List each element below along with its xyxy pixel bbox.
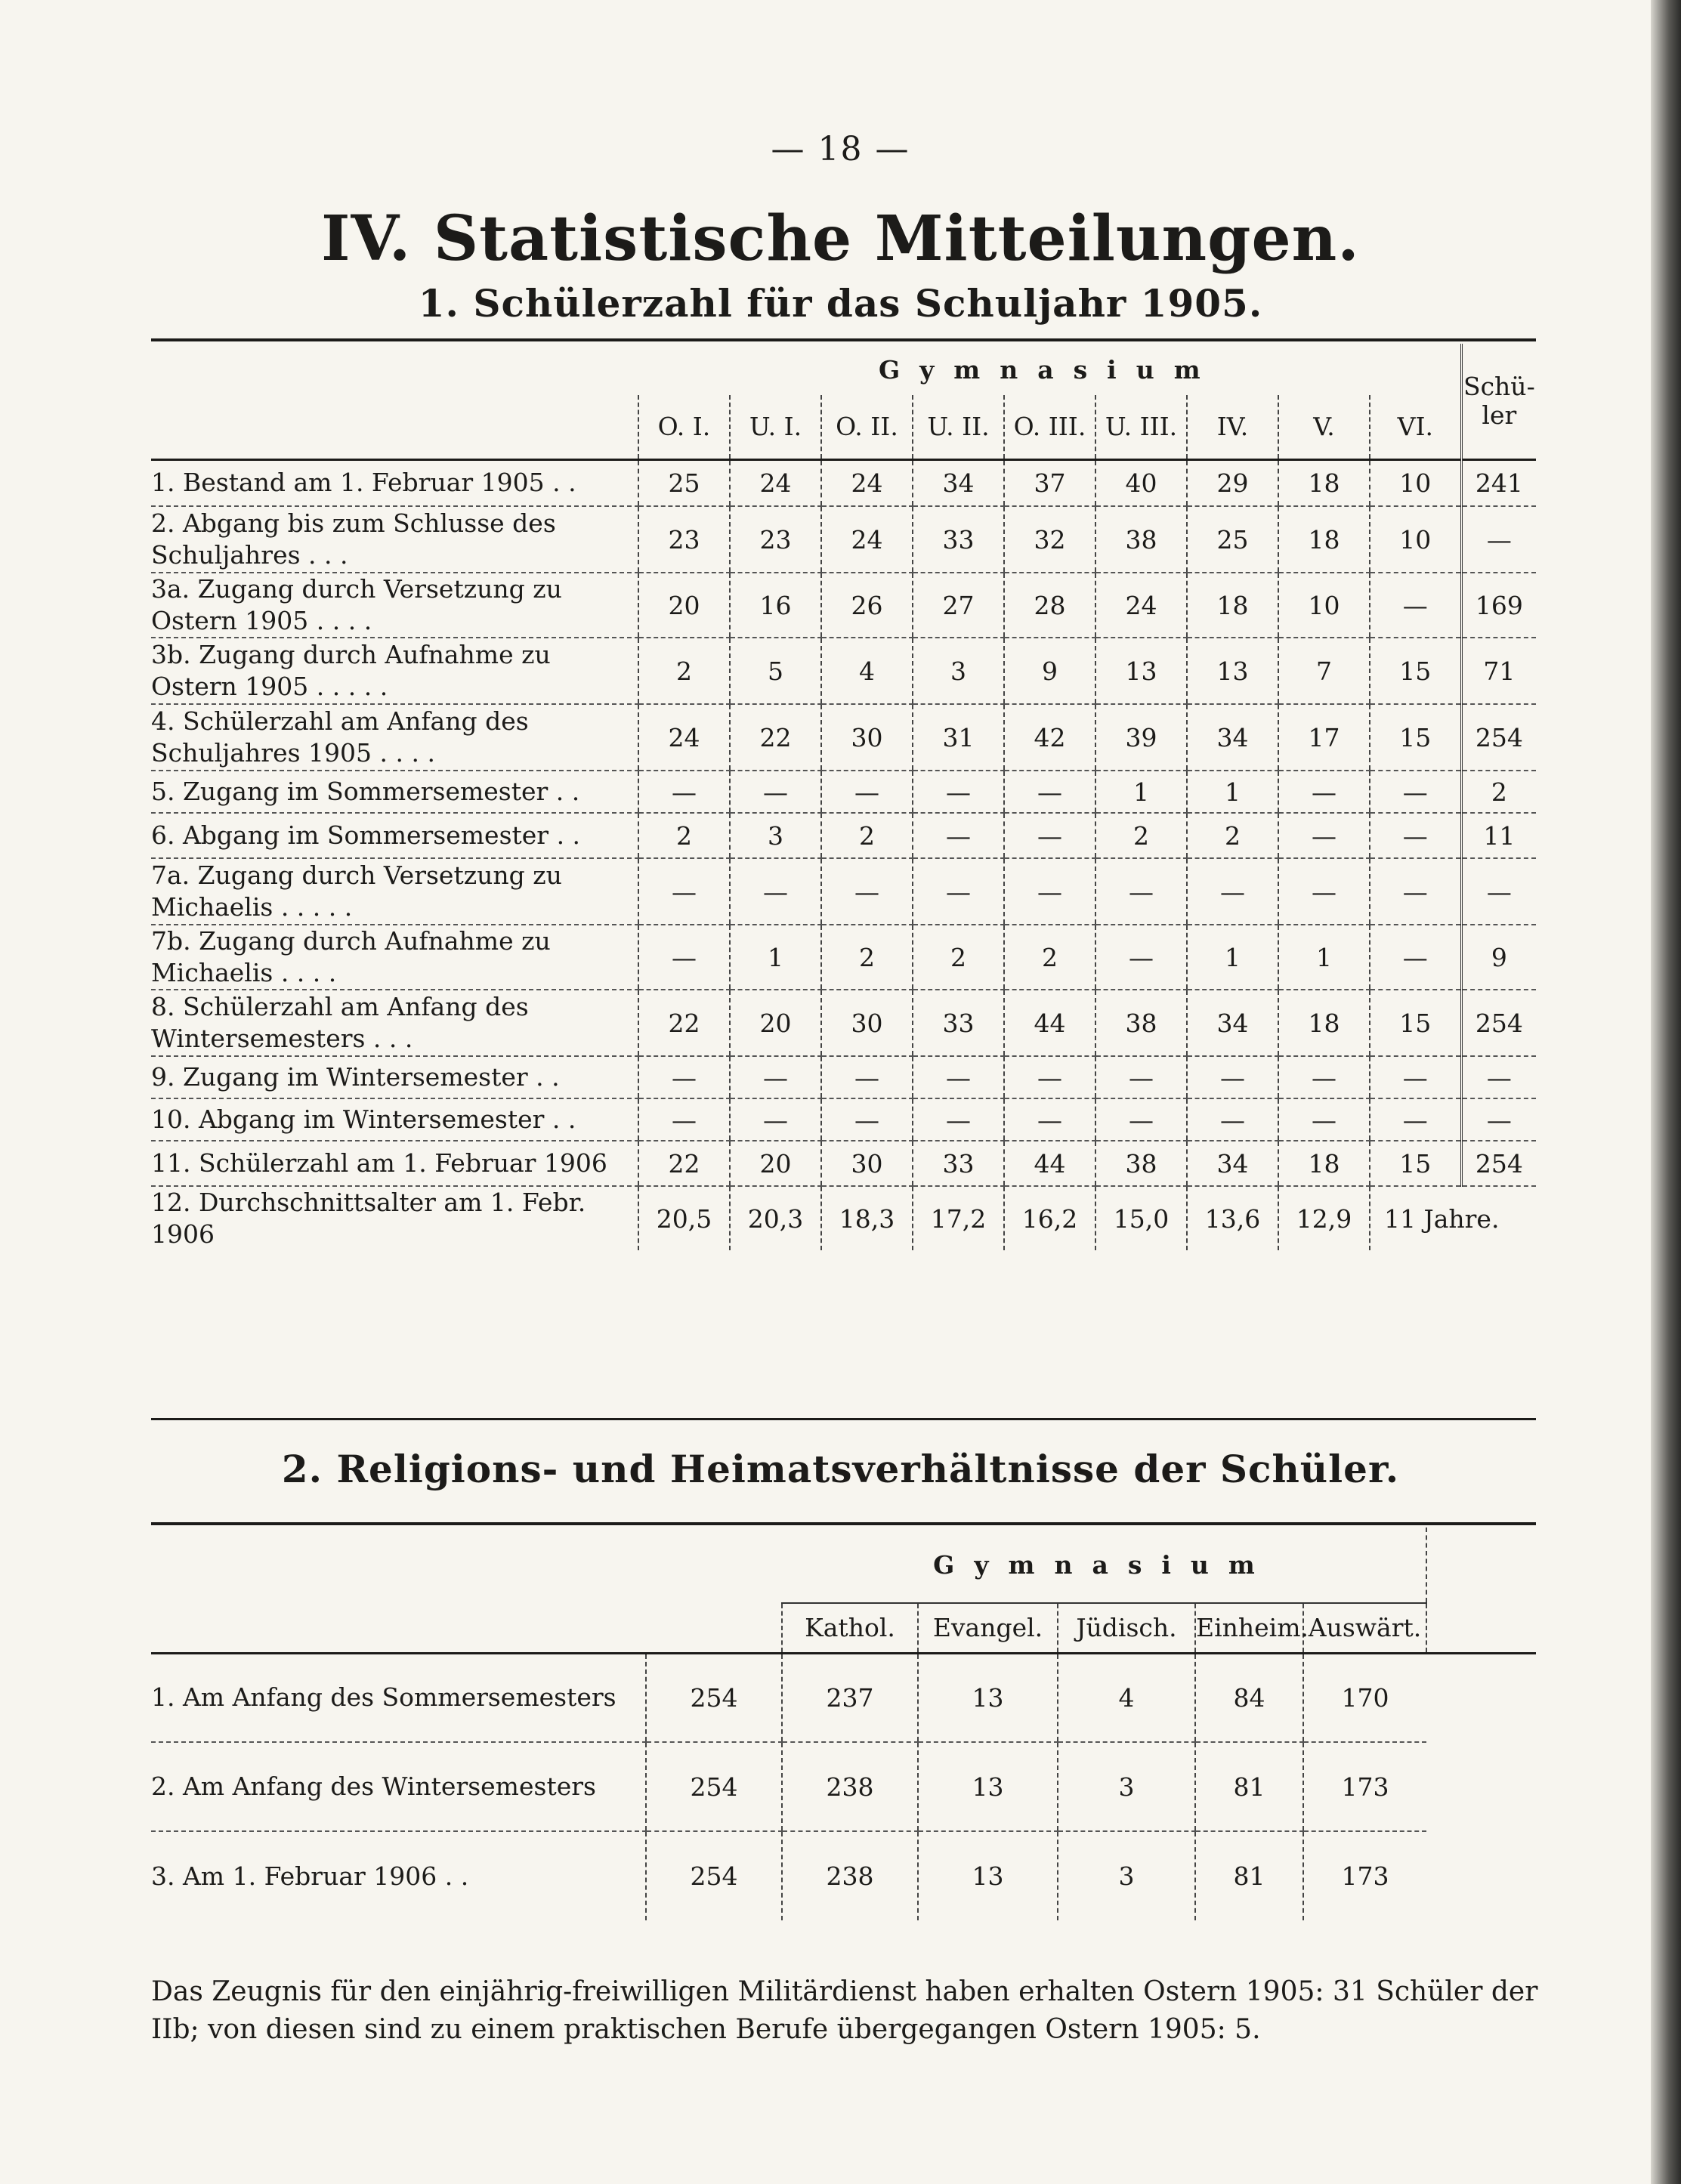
table-row xyxy=(151,459,1536,506)
column-header: Jüdisch. xyxy=(1058,1603,1195,1653)
column-header: O. I. xyxy=(638,395,730,459)
table-corner xyxy=(151,344,638,395)
cell-value: 18 xyxy=(1278,506,1370,573)
table-row xyxy=(151,771,1536,813)
cell-value: 7 xyxy=(1278,638,1370,704)
cell-value: 30 xyxy=(821,1141,913,1186)
cell-value: 1 xyxy=(1187,925,1278,990)
cell-value: 16 xyxy=(730,573,821,638)
cell-value: 34 xyxy=(1187,1141,1278,1186)
cell-value: — xyxy=(821,858,913,925)
cell-value: 3 xyxy=(1058,1831,1195,1920)
cell-value: 30 xyxy=(821,990,913,1056)
cell-value: — xyxy=(913,1056,1004,1098)
cell-value: — xyxy=(1095,925,1187,990)
cell-value: — xyxy=(1461,1056,1536,1098)
cell-value: 238 xyxy=(782,1742,918,1831)
page-number: — 18 — xyxy=(771,130,910,168)
cell-value: 18,3 xyxy=(821,1186,913,1250)
row-label: 1. Am Anfang des Sommersemesters xyxy=(151,1653,646,1742)
cell-value: 22 xyxy=(638,1141,730,1186)
cell-value: 13 xyxy=(918,1742,1058,1831)
cell-value: 38 xyxy=(1095,506,1187,573)
cell-value: 169 xyxy=(1461,573,1536,638)
cell-value: — xyxy=(1278,771,1370,813)
cell-value: 34 xyxy=(1187,704,1278,771)
cell-value: 25 xyxy=(638,459,730,506)
section1-top-rule xyxy=(151,338,1536,341)
cell-value: 1 xyxy=(1187,771,1278,813)
cell-value: 81 xyxy=(1195,1742,1303,1831)
cell-value: — xyxy=(1004,813,1095,858)
cell-value: 22 xyxy=(730,704,821,771)
row-label: 10. Abgang im Wintersemester . . xyxy=(151,1098,638,1141)
cell-value: 1 xyxy=(1278,925,1370,990)
table-corner xyxy=(151,395,638,459)
table-row xyxy=(151,1831,1536,1920)
cell-value: 16,2 xyxy=(1004,1186,1095,1250)
cell-value: 3 xyxy=(1058,1742,1195,1831)
cell-value: 20 xyxy=(730,1141,821,1186)
column-header: U. III. xyxy=(1095,395,1187,459)
cell-value: — xyxy=(730,1098,821,1141)
footnote: Das Zeugnis für den einjährig-freiwilligen Militärdienst haben erhalten Ostern 1905: 31 Schüler der IIb; von diesen sind zu einem praktischen Berufe übergegangen Ostern 1905: 5. xyxy=(151,1976,1538,2045)
cell-value: — xyxy=(1095,1098,1187,1141)
cell-value: 2 xyxy=(1461,771,1536,813)
column-header: IV. xyxy=(1187,395,1278,459)
cell-value: — xyxy=(1370,813,1461,858)
cell-value: 2 xyxy=(913,925,1004,990)
cell-value: — xyxy=(1370,771,1461,813)
row-label: 7b. Zugang durch Aufnahme zu Michaelis . . . . xyxy=(151,925,638,990)
cell-value: 13 xyxy=(918,1831,1058,1920)
cell-value: 2 xyxy=(638,638,730,704)
cell-value: 38 xyxy=(1095,1141,1187,1186)
cell-value: 71 xyxy=(1461,638,1536,704)
cell-value: 32 xyxy=(1004,506,1095,573)
cell-value: — xyxy=(638,1056,730,1098)
cell-value: — xyxy=(1461,1098,1536,1141)
cell-value: 81 xyxy=(1195,1831,1303,1920)
cell-value: — xyxy=(1370,1056,1461,1098)
cell-value: 254 xyxy=(1461,990,1536,1056)
cell-value: 13 xyxy=(1095,638,1187,704)
cell-value: 15 xyxy=(1370,638,1461,704)
section1-bottom-rule xyxy=(151,1418,1536,1420)
cell-value: 18 xyxy=(1278,1141,1370,1186)
cell-value: 34 xyxy=(1187,990,1278,1056)
cell-value: — xyxy=(638,925,730,990)
cell-value: 13,6 xyxy=(1187,1186,1278,1250)
cell-value: 42 xyxy=(1004,704,1095,771)
cell-value: 173 xyxy=(1303,1831,1426,1920)
cell-value: — xyxy=(821,1056,913,1098)
cell-value: 28 xyxy=(1004,573,1095,638)
table-row xyxy=(151,638,1536,704)
cell-value: — xyxy=(1187,1098,1278,1141)
cell-value: 17,2 xyxy=(913,1186,1004,1250)
cell-value: — xyxy=(821,771,913,813)
cell-value: 33 xyxy=(913,506,1004,573)
cell-value: 11 Jahre. xyxy=(1370,1186,1536,1250)
cell-value: — xyxy=(913,813,1004,858)
table-row xyxy=(151,990,1536,1056)
cell-value: 18 xyxy=(1278,459,1370,506)
column-header: Einheim. xyxy=(1195,1603,1303,1653)
row-label: 11. Schülerzahl am 1. Februar 1906 xyxy=(151,1141,638,1186)
row-label: 8. Schülerzahl am Anfang des Wintersemesters . . . xyxy=(151,990,638,1056)
cell-value: 170 xyxy=(1303,1653,1426,1742)
cell-value: 10 xyxy=(1278,573,1370,638)
cell-value: — xyxy=(1278,858,1370,925)
cell-value: — xyxy=(1370,858,1461,925)
cell-value: 20,3 xyxy=(730,1186,821,1250)
cell-value: 20 xyxy=(638,573,730,638)
cell-value: 2 xyxy=(1004,925,1095,990)
cell-value: 17 xyxy=(1278,704,1370,771)
table-row xyxy=(151,1056,1536,1098)
table-row xyxy=(151,1742,1536,1831)
cell-value: — xyxy=(1095,858,1187,925)
cell-value: 2 xyxy=(1187,813,1278,858)
cell-value: 2 xyxy=(1095,813,1187,858)
cell-value: 254 xyxy=(1461,704,1536,771)
cell-value: 38 xyxy=(1095,990,1187,1056)
cell-value: — xyxy=(1278,1056,1370,1098)
cell-value: 39 xyxy=(1095,704,1187,771)
table-corner xyxy=(1426,1603,1536,1653)
cell-value: 34 xyxy=(913,459,1004,506)
cell-value: 237 xyxy=(782,1653,918,1742)
cell-value: — xyxy=(1004,771,1095,813)
cell-value: 3 xyxy=(913,638,1004,704)
cell-value: 254 xyxy=(1461,1141,1536,1186)
table-corner xyxy=(646,1603,782,1653)
column-header: Schü-ler xyxy=(1461,344,1536,459)
row-label: 2. Abgang bis zum Schlusse des Schuljahres . . . xyxy=(151,506,638,573)
column-header: U. I. xyxy=(730,395,821,459)
cell-value: 173 xyxy=(1303,1742,1426,1831)
cell-value: 15 xyxy=(1370,990,1461,1056)
cell-value: 254 xyxy=(646,1742,782,1831)
cell-value: — xyxy=(913,1098,1004,1141)
table-group-header: Gymnasium xyxy=(933,1550,1275,1580)
cell-value: — xyxy=(1461,858,1536,925)
row-label: 5. Zugang im Sommersemester . . xyxy=(151,771,638,813)
table-corner xyxy=(151,1528,646,1603)
cell-value: 9 xyxy=(1461,925,1536,990)
cell-value: 26 xyxy=(821,573,913,638)
cell-value: 254 xyxy=(646,1831,782,1920)
cell-value: 254 xyxy=(646,1653,782,1742)
cell-value: — xyxy=(1278,813,1370,858)
cell-value: 4 xyxy=(821,638,913,704)
row-label: 3a. Zugang durch Versetzung zu Ostern 1905 . . . . xyxy=(151,573,638,638)
cell-value: 84 xyxy=(1195,1653,1303,1742)
cell-value: 37 xyxy=(1004,459,1095,506)
cell-value: 27 xyxy=(913,573,1004,638)
cell-value: 13 xyxy=(918,1653,1058,1742)
table-row xyxy=(151,704,1536,771)
cell-value: 18 xyxy=(1187,573,1278,638)
cell-value: — xyxy=(1370,925,1461,990)
table-row xyxy=(151,1098,1536,1141)
cell-value: — xyxy=(730,858,821,925)
column-header: O. III. xyxy=(1004,395,1095,459)
table-row xyxy=(151,925,1536,990)
cell-value: — xyxy=(821,1098,913,1141)
column-header: O. II. xyxy=(821,395,913,459)
cell-value: — xyxy=(1004,858,1095,925)
table-group-header: Gymnasium xyxy=(878,354,1220,385)
table-row xyxy=(151,1141,1536,1186)
table-row xyxy=(151,506,1536,573)
table-row xyxy=(151,858,1536,925)
column-header: Auswärt. xyxy=(1303,1603,1426,1653)
cell-value: — xyxy=(1004,1056,1095,1098)
cell-value: 241 xyxy=(1461,459,1536,506)
cell-value: 11 xyxy=(1461,813,1536,858)
cell-value: 15,0 xyxy=(1095,1186,1187,1250)
table-row xyxy=(151,1653,1536,1742)
enrollment-table xyxy=(151,344,1536,1250)
cell-value: 238 xyxy=(782,1831,918,1920)
cell-value: 23 xyxy=(638,506,730,573)
cell-value: 44 xyxy=(1004,990,1095,1056)
cell-value: 15 xyxy=(1370,704,1461,771)
cell-value: 5 xyxy=(730,638,821,704)
section1-title: 1. Schülerzahl für das Schuljahr 1905. xyxy=(418,281,1263,326)
cell-value: 24 xyxy=(821,506,913,573)
page-title: IV. Statistische Mitteilungen. xyxy=(321,202,1360,275)
cell-value: 18 xyxy=(1278,990,1370,1056)
cell-value: 13 xyxy=(1187,638,1278,704)
column-header: Evangel. xyxy=(918,1603,1058,1653)
table-row xyxy=(151,1186,1536,1250)
cell-value: — xyxy=(1095,1056,1187,1098)
cell-value: — xyxy=(638,771,730,813)
column-header: Kathol. xyxy=(782,1603,918,1653)
column-header: VI. xyxy=(1370,395,1461,459)
cell-value: 24 xyxy=(638,704,730,771)
cell-value: 30 xyxy=(821,704,913,771)
cell-value: — xyxy=(1187,858,1278,925)
table-row xyxy=(151,813,1536,858)
cell-value: 2 xyxy=(638,813,730,858)
cell-value: — xyxy=(1187,1056,1278,1098)
cell-value: 31 xyxy=(913,704,1004,771)
cell-value: 33 xyxy=(913,1141,1004,1186)
cell-value: — xyxy=(730,1056,821,1098)
cell-value: 24 xyxy=(1095,573,1187,638)
cell-value: 10 xyxy=(1370,506,1461,573)
cell-value: — xyxy=(1370,1098,1461,1141)
religion-table xyxy=(151,1528,1536,1920)
cell-value: — xyxy=(730,771,821,813)
cell-value: 29 xyxy=(1187,459,1278,506)
column-header: V. xyxy=(1278,395,1370,459)
cell-value: 1 xyxy=(1095,771,1187,813)
cell-value: — xyxy=(1278,1098,1370,1141)
cell-value: — xyxy=(913,858,1004,925)
cell-value: 23 xyxy=(730,506,821,573)
cell-value: 10 xyxy=(1370,459,1461,506)
cell-value: 2 xyxy=(821,925,913,990)
cell-value: — xyxy=(913,771,1004,813)
table-corner xyxy=(1426,1528,1536,1603)
cell-value: 24 xyxy=(730,459,821,506)
row-label: 2. Am Anfang des Wintersemesters xyxy=(151,1742,646,1831)
table-corner xyxy=(151,1603,646,1653)
section2-title: 2. Religions- und Heimatsverhältnisse der Schüler. xyxy=(281,1447,1400,1491)
row-label: 7a. Zugang durch Versetzung zu Michaelis . . . . . xyxy=(151,858,638,925)
cell-value: 40 xyxy=(1095,459,1187,506)
cell-value: 20 xyxy=(730,990,821,1056)
cell-value: — xyxy=(1461,506,1536,573)
cell-value: 15 xyxy=(1370,1141,1461,1186)
cell-value: 4 xyxy=(1058,1653,1195,1742)
cell-value: 12,9 xyxy=(1278,1186,1370,1250)
cell-value: 33 xyxy=(913,990,1004,1056)
cell-value: 22 xyxy=(638,990,730,1056)
cell-value: 3 xyxy=(730,813,821,858)
cell-value: 9 xyxy=(1004,638,1095,704)
cell-value: 44 xyxy=(1004,1141,1095,1186)
table-row xyxy=(151,573,1536,638)
cell-value: 24 xyxy=(821,459,913,506)
cell-value: — xyxy=(638,858,730,925)
cell-value: 25 xyxy=(1187,506,1278,573)
row-label: 9. Zugang im Wintersemester . . xyxy=(151,1056,638,1098)
row-label: 3. Am 1. Februar 1906 . . xyxy=(151,1861,469,1891)
section2-top-rule xyxy=(151,1522,1536,1525)
cell-value: — xyxy=(1370,573,1461,638)
cell-value: — xyxy=(1004,1098,1095,1141)
row-label: 1. Bestand am 1. Februar 1905 . . xyxy=(151,459,638,506)
cell-value: 2 xyxy=(821,813,913,858)
cell-value: — xyxy=(638,1098,730,1141)
row-label: 12. Durchschnittsalter am 1. Febr. 1906 xyxy=(151,1188,586,1249)
column-header: U. II. xyxy=(913,395,1004,459)
cell-value: 1 xyxy=(730,925,821,990)
row-label: 6. Abgang im Sommersemester . . xyxy=(151,813,638,858)
table-corner xyxy=(646,1528,782,1603)
row-label: 4. Schülerzahl am Anfang des Schuljahres 1905 . . . . xyxy=(151,704,638,771)
row-label: 3b. Zugang durch Aufnahme zu Ostern 1905 . . . . . xyxy=(151,638,638,704)
cell-value: 20,5 xyxy=(638,1186,730,1250)
page-edge-shadow xyxy=(1651,0,1681,2184)
